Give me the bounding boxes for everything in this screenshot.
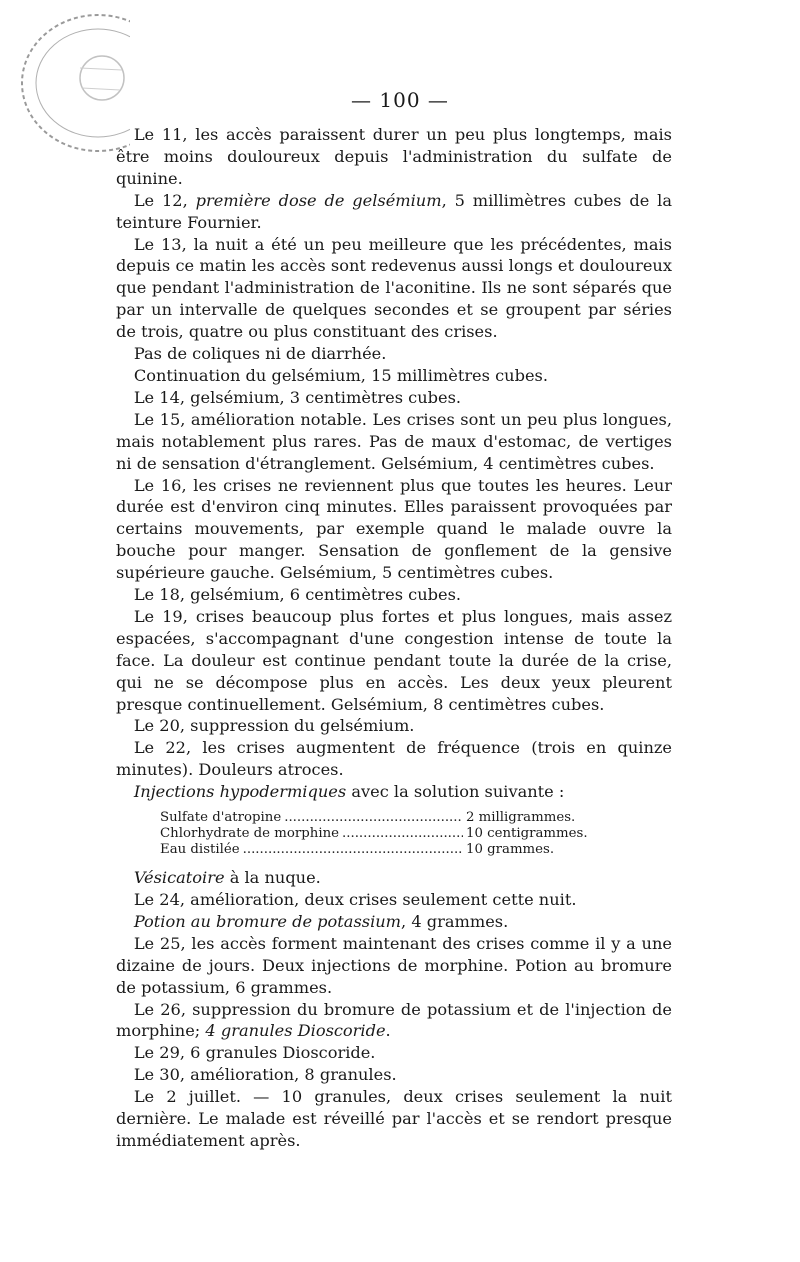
text-run: avec la solution suivante : <box>346 782 565 802</box>
ingredient-quantity: 2 milligrammes. <box>466 810 576 826</box>
paragraph: Le 19, crises beaucoup plus fortes et plus longues, mais assez espacées, s'accompagnant d'une congestion intense de toute la face. La douleur est continue pendant toute la durée de la crise, qui ne se décompose plus en accès. Les deux yeux pleurent presque continuellement. Gelsémium, 8 centimètres cubes. <box>116 606 672 714</box>
paragraph: Le 22, les crises augmentent de fréquence (trois en quinze minutes). Douleurs atroces. <box>116 738 672 780</box>
text-run: Le 12, <box>133 190 196 210</box>
paragraph: Continuation du gelsémium, 15 millimètres cubes. <box>133 365 548 385</box>
paragraph: Le 2 juillet. — 10 granules, deux crises seulement la nuit dernière. Le malade est réveillé par l'accès et se rendort presque immédiatement après. <box>116 1087 672 1150</box>
text-run: , 5 millimètres cubes de la teinture Fournier. <box>116 190 672 232</box>
italic-phrase: première dose de gelsémium <box>195 190 442 210</box>
text-run: . <box>385 1021 391 1041</box>
stamp-seal <box>10 8 130 158</box>
paragraph: Le 13, la nuit a été un peu meilleure que les précédentes, mais depuis ce matin les accès sont redevenus aussi longs et douloureux que pendant l'administration de l'aconitine. Ils ne sont séparés que par un intervalle de quelques secondes et se groupent par séries de trois, quatre ou plus constituant des crises. <box>116 234 672 342</box>
text-run: , 4 grammes. <box>401 911 509 931</box>
prescription-item <box>160 810 616 826</box>
paragraph: Le 24, amélioration, deux crises seulement cette nuit. <box>133 890 577 909</box>
paragraph: Le 20, suppression du gelsémium. <box>133 716 415 736</box>
prescription-item <box>160 826 616 842</box>
italic-phrase: Potion au bromure de potassium <box>133 911 402 931</box>
prescription-item <box>160 842 616 858</box>
text-run: à la nuque. <box>224 868 321 888</box>
leader-dots <box>243 842 463 858</box>
paragraph: Le 29, 6 granules Dioscoride. <box>133 1043 376 1063</box>
ingredient-name: Sulfate d'atropine <box>160 810 282 826</box>
ingredient-name: Eau distilée <box>160 842 240 858</box>
ingredient-name: Chlorhydrate de morphine <box>160 826 340 842</box>
ingredient-quantity: 10 centigrammes. <box>466 826 588 842</box>
paragraph <box>116 999 672 1043</box>
leader-dots <box>284 810 463 826</box>
paragraph: Le 18, gelsémium, 6 centimètres cubes. <box>133 585 462 605</box>
italic-phrase: Injections hypodermiques <box>133 782 347 802</box>
paragraph: Le 15, amélioration notable. Les crises sont un peu plus longues, mais notablement plus rares. Pas de maux d'estomac, de vertiges ni de sensation d'étranglement. Gelsémium, 4 centimètres cubes. <box>116 409 672 473</box>
ingredient-quantity: 10 grammes. <box>466 842 555 858</box>
library-stamp <box>10 8 130 158</box>
paragraph: Le 25, les accès forment maintenant des crises comme il y a une dizaine de jours. Deux injections de morphine. Potion au bromure de potassium, 6 grammes. <box>116 933 672 997</box>
italic-phrase: Vésicatoire <box>133 868 225 888</box>
paragraph: Le 14, gelsémium, 3 centimètres cubes. <box>133 387 462 407</box>
leader-dots <box>342 826 463 842</box>
text-run: Le 26, suppression du bromure de potassium et de l'injection de morphine; <box>116 999 672 1041</box>
paragraph: Le 11, les accès paraissent durer un peu plus longtemps, mais être moins douloureux depuis l'administration du sulfate de quinine. <box>116 125 672 188</box>
page-body <box>116 124 672 1152</box>
paragraph: Le 16, les crises ne reviennent plus que toutes les heures. Leur durée est d'environ cinq minutes. Elles paraissent provoquées par certains mouvements, par exemple quand le malade ouvre la bouche pour manger. Sensation de gonflement de la gensive supérieure gauche. Gelsémium, 5 centimètres cubes. <box>116 475 672 583</box>
paragraph <box>116 911 672 933</box>
paragraph: Le 30, amélioration, 8 granules. <box>133 1065 397 1085</box>
paragraph <box>116 867 672 889</box>
paragraph <box>116 190 672 234</box>
paragraph: Pas de coliques ni de diarrhée. <box>133 344 387 364</box>
prescription-list <box>160 810 616 858</box>
page-number: — 100 — <box>351 88 449 112</box>
paragraph <box>116 781 672 803</box>
italic-phrase: 4 granules Dioscoride <box>205 1021 386 1041</box>
